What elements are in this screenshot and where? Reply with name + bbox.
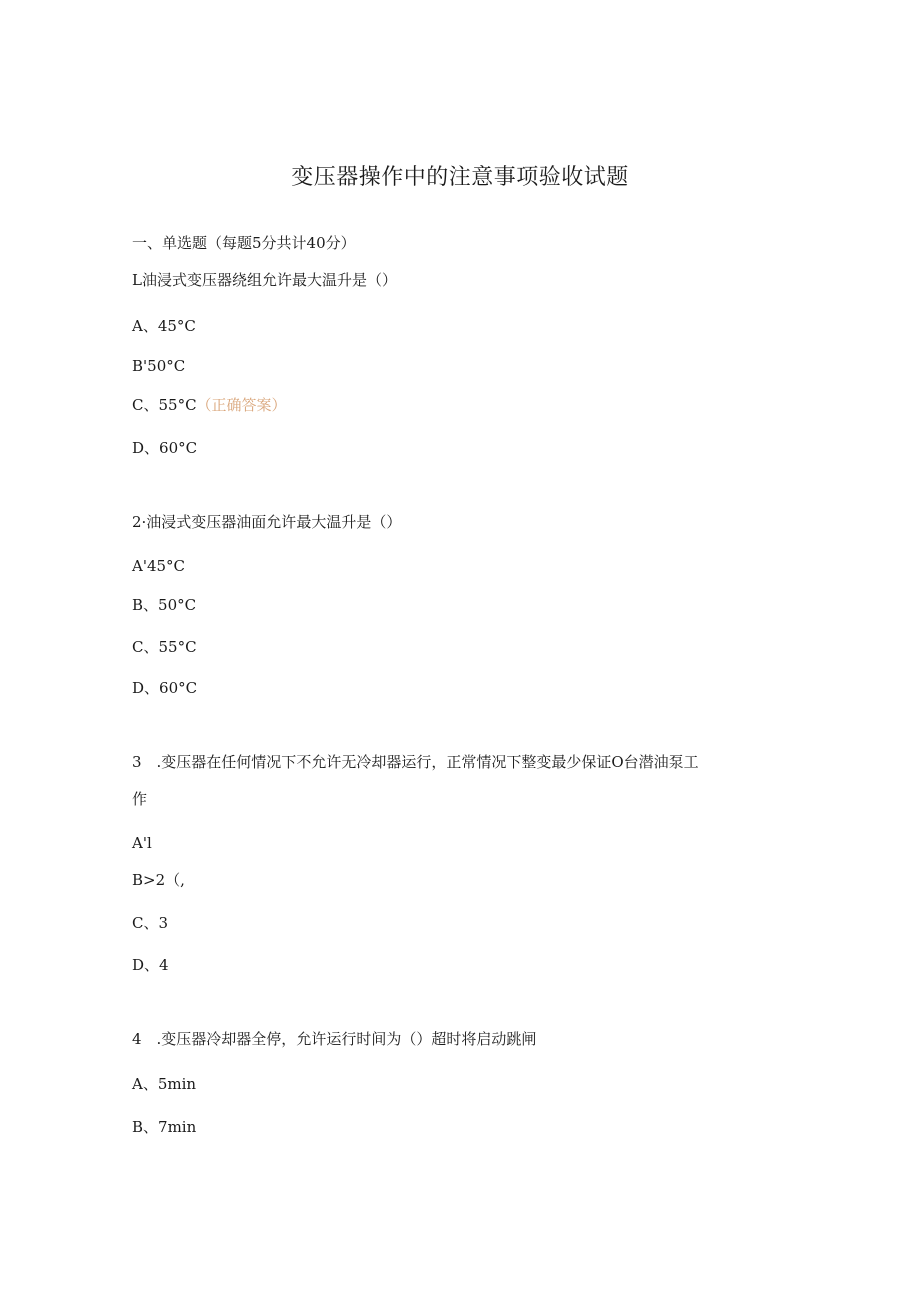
question-2-option-d: D、60°C (132, 679, 198, 697)
question-4-text: 4 .变压器冷却器全停，允许运行时间为（）超时将启动跳闸 (132, 1030, 537, 1048)
question-3-option-d: D、4 (132, 956, 169, 974)
question-1-text: L油浸式变压器绕组允许最大温升是（） (132, 271, 397, 289)
correct-answer-note: （正确答案） (196, 396, 287, 414)
question-3-text-line2: 作 (132, 790, 148, 808)
question-3-option-a: A'l (132, 834, 152, 852)
question-3-option-c: C、3 (132, 914, 169, 932)
question-4-option-b: B、7min (132, 1118, 197, 1136)
question-2-option-c: C、55°C (132, 638, 197, 656)
section-heading: 一、单选题（每题5分共计40分） (132, 234, 356, 252)
question-1-option-d: D、60°C (132, 439, 198, 457)
question-2-option-a: A'45°C (132, 557, 186, 575)
question-4-option-a: A、5min (132, 1075, 197, 1093)
question-3-text-line1: 3 .变压器在任何情况下不允许无冷却器运行，正常情况下整变最少保证O台潜油泵工 (132, 753, 699, 771)
question-2-option-b: B、50°C (132, 596, 197, 614)
question-2-text: 2·油浸式变压器油面允许最大温升是（） (132, 513, 402, 531)
question-3-option-b: B>2（, (132, 871, 185, 889)
question-1-option-a: A、45°C (132, 317, 196, 335)
question-1-option-c-label: C、55°C (132, 396, 197, 414)
page-title: 变压器操作中的注意事项验收试题 (291, 165, 629, 190)
question-1-option-b: B'50°C (132, 357, 186, 375)
question-1-option-c (132, 395, 287, 415)
